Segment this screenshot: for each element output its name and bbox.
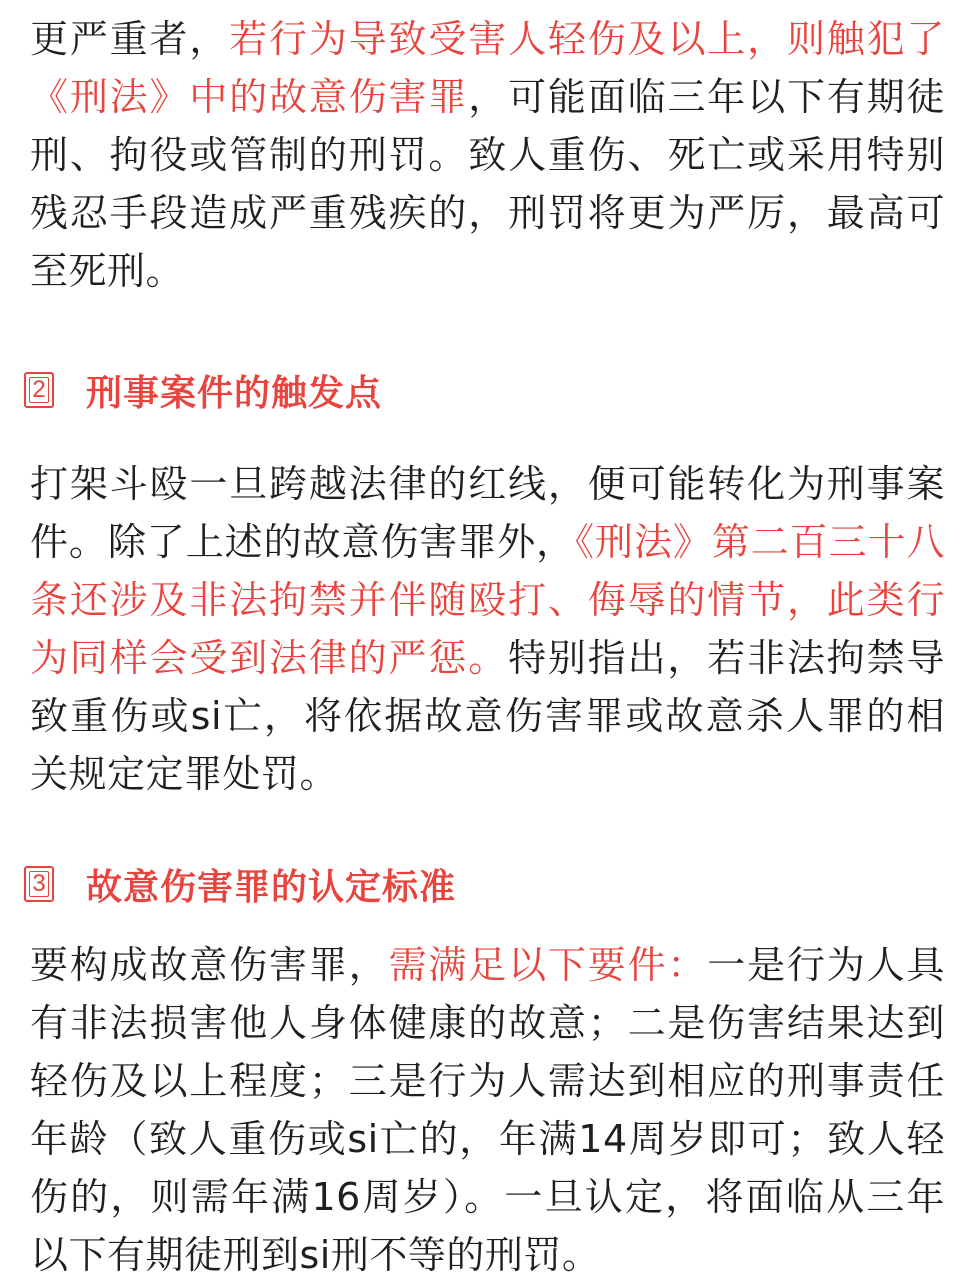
paragraph-penalty-text-2: ，可能面临三年以下有期徒刑、拘役或管制的刑罚。致人重伤、死亡或采用特别残忍手段造成严重残疾的，刑罚将更为严厉，最高可至死刑。 bbox=[30, 75, 945, 293]
section-heading-2 bbox=[24, 366, 382, 414]
section-number-2: 2 bbox=[32, 376, 46, 403]
paragraph-criminal-trigger-text-1: 打架斗殴一旦跨越法律的红线，便可能转化为刑事案件。除了上述的故意伤害罪外， bbox=[30, 462, 945, 564]
section-title-3: 故意伤害罪的认定标准 bbox=[86, 866, 457, 908]
paragraph-criminal-trigger-highlight: 《刑法》第二百三十八条还涉及非法拘禁并伴随殴打、侮辱的情节，此类行为同样会受到法律的严惩。 bbox=[30, 520, 945, 680]
paragraph-criteria-highlight: 需满足以下要件： bbox=[388, 943, 708, 987]
paragraph-penalty bbox=[30, 10, 945, 300]
paragraph-criteria-text-1: 要构成故意伤害罪， bbox=[30, 943, 389, 987]
section-number-2-icon bbox=[24, 372, 54, 408]
paragraph-criteria bbox=[30, 936, 945, 1284]
paragraph-criminal-trigger bbox=[30, 455, 945, 803]
paragraph-criminal-trigger-text-2: 特别指出，若非法拘禁导致重伤或si亡，将依据故意伤害罪或故意杀人罪的相关规定定罪处罚。 bbox=[30, 636, 945, 796]
paragraph-penalty-text-1: 更严重者， bbox=[30, 17, 230, 61]
section-number-3-icon bbox=[24, 866, 54, 902]
paragraph-criteria-text-2: 一是行为人具有非法损害他人身体健康的故意；二是伤害结果达到轻伤及以上程度；三是行为人需达到相应的刑事责任年龄（致人重伤或si亡的，年满14周岁即可；致人轻伤的，则需年满16周岁）。一旦认定，将面临从三年以下有期徒刑到si刑不等的刑罚。 bbox=[30, 943, 945, 1277]
section-heading-3 bbox=[24, 860, 456, 908]
paragraph-penalty-highlight: 若行为导致受害人轻伤及以上，则触犯了《刑法》中的故意伤害罪 bbox=[30, 17, 945, 119]
section-number-3: 3 bbox=[32, 870, 46, 897]
section-title-2: 刑事案件的触发点 bbox=[86, 372, 383, 414]
